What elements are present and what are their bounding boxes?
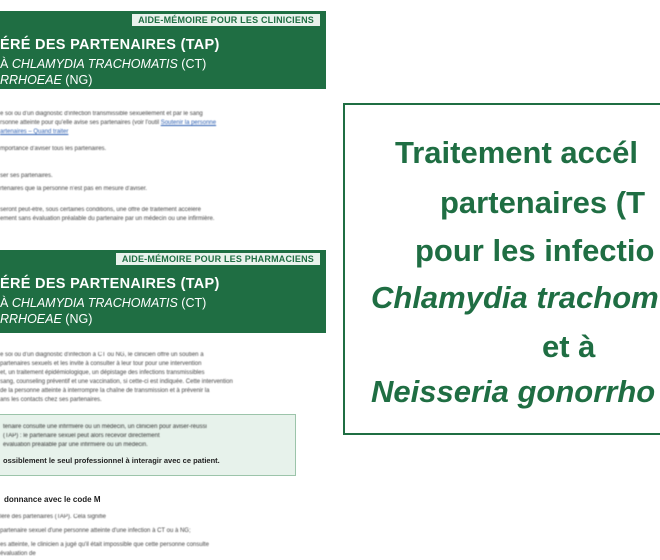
clinicians-item: rtenaires que la personne n'est pas en mesure d'aviser. (0, 186, 148, 192)
title-line: Chlamydia trachom (371, 280, 659, 315)
banner-subtitle-2: RRHOEAE (NG) (0, 73, 93, 87)
clinicians-item: mportance d'aviser tous les partenaires. (0, 146, 107, 152)
title-line: Neisseria gonorrho (371, 374, 656, 409)
clinicians-banner (0, 11, 326, 89)
title-line: pour les infectio (415, 233, 655, 268)
code-m-text: léré des partenaires (TAP). Cela signifie partenaire sexuel d'une personne atteinte d'une infection à CT ou à NG; es atteinte, le clinicien a jugé qu'il était impossible que cette personne consulte évaluation de (0, 514, 209, 557)
highlight-box: tenaire consulte une infirmière ou un médecin, un clinicien pour aviser-réussi (TAP) : le partenaire sexuel peut alors recevoir directement évaluation préalable par une infirmière ou un médecin. ossiblement le seul professionnel à interagir avec ce patient. (0, 414, 296, 476)
partners-link[interactable]: artenaires – Quand traiter (0, 129, 69, 135)
pharmacists-banner (0, 250, 326, 333)
clinicians-item: ser ses partenaires. (0, 173, 53, 179)
pharmacists-tag: AIDE-MÉMOIRE POUR LES PHARMACIENS (116, 253, 320, 265)
highlight-bold: ossiblement le seul professionnel à interagir avec ce patient. (3, 456, 220, 465)
title-line: Traitement accél (395, 135, 638, 170)
pharmacists-paragraph: e soi ou d'un diagnostic d'infection à CT ou NG, le clinicien offre un soutien à partenaires sexuels et les invite à consulter à leur tour pour une intervention et, un traitement épidémiologique, un dépistage des infections transmissibles sang, counseling préventif et une vaccination, si cette-ci est indiquée. Cette intervention de la personne atteinte à interrompre la chaîne de transmission et à prévenir la ans les contacts chez ses partenaires. (0, 352, 233, 403)
clinicians-tag: AIDE-MÉMOIRE POUR LES CLINICIENS (132, 14, 320, 26)
banner-title: ÉRÉ DES PARTENAIRES (TAP) (0, 37, 220, 53)
banner-subtitle-2: RRHOEAE (NG) (0, 312, 93, 326)
banner-title: ÉRÉ DES PARTENAIRES (TAP) (0, 276, 220, 292)
title-line: et à (542, 329, 596, 364)
banner-subtitle: À CHLAMYDIA TRACHOMATIS (CT) (0, 57, 207, 71)
clinicians-item: seront peut-être, sous certaines conditions, une offre de traitement accéléré ement sans évaluation préalable du partenaire par un médecin ou une infirmière. (0, 207, 215, 222)
clinicians-paragraph: e soi ou d'un diagnostic d'infection transmissible sexuellement et par le sang rsonne atteinte pour qu'elle avise ses partenaires (voir l'outil Soutenir la personne artenaires – Quand traiter (0, 111, 217, 135)
banner-subtitle: À CHLAMYDIA TRACHOMATIS (CT) (0, 296, 207, 310)
code-m-heading: donnance avec le code M (4, 495, 101, 504)
support-tool-link[interactable]: Soutenir la personne (160, 120, 217, 126)
slide-title (343, 103, 660, 435)
title-line: partenaires (T (440, 185, 646, 220)
